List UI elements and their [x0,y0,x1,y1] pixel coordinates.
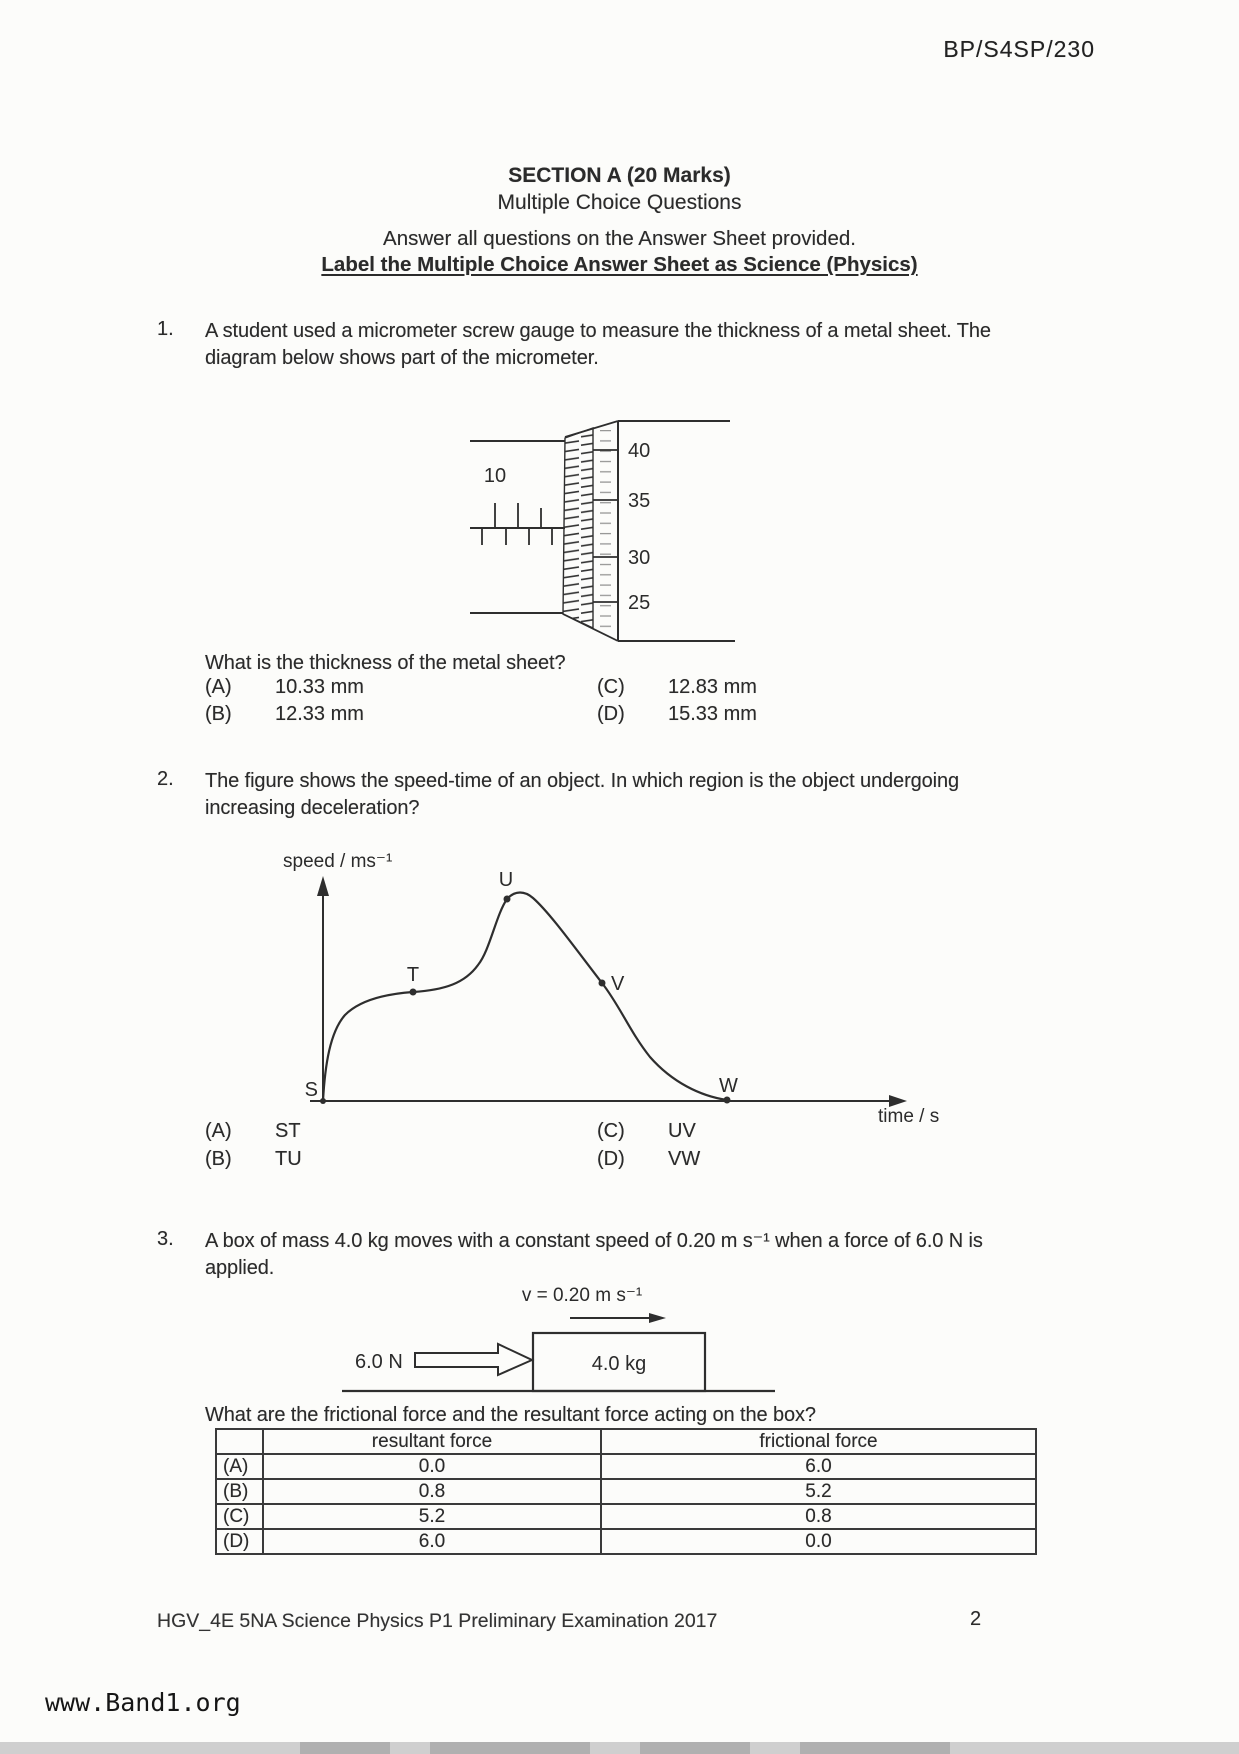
q2-option-b-letter: (B) [205,1148,232,1170]
row-a-frictional: 6.0 [601,1454,1036,1479]
row-d-letter: (D) [216,1529,263,1554]
q1-question: What is the thickness of the metal sheet? [205,652,566,674]
instruction-line-2: Label the Multiple Choice Answer Sheet as Science (Physics) [321,253,918,276]
thimble-label-30: 30 [628,547,651,569]
document-code: BP/S4SP/230 [943,36,1095,62]
thimble-label-40: 40 [628,440,651,462]
q1-option-a-letter: (A) [205,676,232,698]
q3-question: What are the frictional force and the resultant force acting on the box? [205,1404,816,1426]
mass-label: 4.0 kg [591,1353,647,1375]
q1-option-d-value: 15.33 mm [668,703,757,725]
row-b-frictional: 5.2 [601,1479,1036,1504]
q1-option-c-value: 12.83 mm [668,676,757,698]
q1-option-a-value: 10.33 mm [275,676,364,698]
q2-option-a-value: ST [275,1120,301,1142]
table-row [216,1454,1036,1479]
table-header-blank [216,1429,263,1454]
q1-text: A student used a micrometer screw gauge to measure the thickness of a metal sheet. The diagram below shows part of the micrometer. [205,320,991,369]
scan-artifact-strip [0,1742,1239,1754]
q2-option-a-letter: (A) [205,1120,232,1142]
force-label: 6.0 N [355,1351,403,1373]
footer-text: HGV_4E 5NA Science Physics P1 Preliminary Examination 2017 [157,1610,718,1632]
q1-option-b-letter: (B) [205,703,232,725]
speed-time-graph [250,840,950,1130]
q2-text: The figure shows the speed-time of an object. In which region is the object undergoing increasing deceleration? [205,770,960,819]
q2-option-c-value: UV [668,1120,696,1142]
row-a-resultant: 0.0 [263,1454,601,1479]
y-axis-label: speed / ms⁻¹ [283,851,393,872]
graph-point-w: W [719,1075,738,1097]
section-subtitle: Multiple Choice Questions [497,191,742,214]
graph-point-t: T [406,964,420,986]
graph-point-s: S [304,1079,318,1101]
q1-option-d-letter: (D) [597,703,625,725]
row-d-frictional: 0.0 [601,1529,1036,1554]
row-b-letter: (B) [216,1479,263,1504]
row-c-letter: (C) [216,1504,263,1529]
q3-number: 3. [157,1228,174,1250]
q1-number: 1. [157,318,174,340]
thimble-label-35: 35 [628,490,651,512]
micrometer-diagram [400,405,770,660]
watermark-url: www.Band1.org [45,1688,241,1717]
q1-option-b-value: 12.33 mm [275,703,364,725]
row-c-frictional: 0.8 [601,1504,1036,1529]
q2-option-d-value: VW [668,1148,701,1170]
graph-point-u: U [498,869,514,891]
table-header-row [216,1429,1036,1454]
velocity-label: v = 0.20 m s⁻¹ [521,1285,643,1306]
q1-option-c-letter: (C) [597,676,625,698]
q3-text: A box of mass 4.0 kg moves with a constant speed of 0.20 m s⁻¹ when a force of 6.0 N is applied. [205,1230,983,1279]
q2-option-c-letter: (C) [597,1120,625,1142]
table-row [216,1529,1036,1554]
q2-number: 2. [157,768,174,790]
main-scale-label: 10 [483,465,507,487]
row-b-resultant: 0.8 [263,1479,601,1504]
q3-answer-table [215,1428,1037,1555]
row-d-resultant: 6.0 [263,1529,601,1554]
table-header-resultant: resultant force [263,1429,601,1454]
table-row [216,1504,1036,1529]
q2-option-d-letter: (D) [597,1148,625,1170]
row-a-letter: (A) [216,1454,263,1479]
force-arrow [415,1344,532,1375]
page-number: 2 [970,1608,982,1630]
q2-option-b-value: TU [275,1148,302,1170]
graph-point-v: V [611,973,625,995]
table-row [216,1479,1036,1504]
section-title: SECTION A (20 Marks) [508,164,731,187]
thimble-label-25: 25 [628,592,651,614]
box-force-diagram [330,1282,800,1397]
instruction-line-1: Answer all questions on the Answer Sheet provided. [383,227,856,250]
row-c-resultant: 5.2 [263,1504,601,1529]
table-header-frictional: frictional force [601,1429,1036,1454]
x-axis-label: time / s [878,1106,940,1127]
